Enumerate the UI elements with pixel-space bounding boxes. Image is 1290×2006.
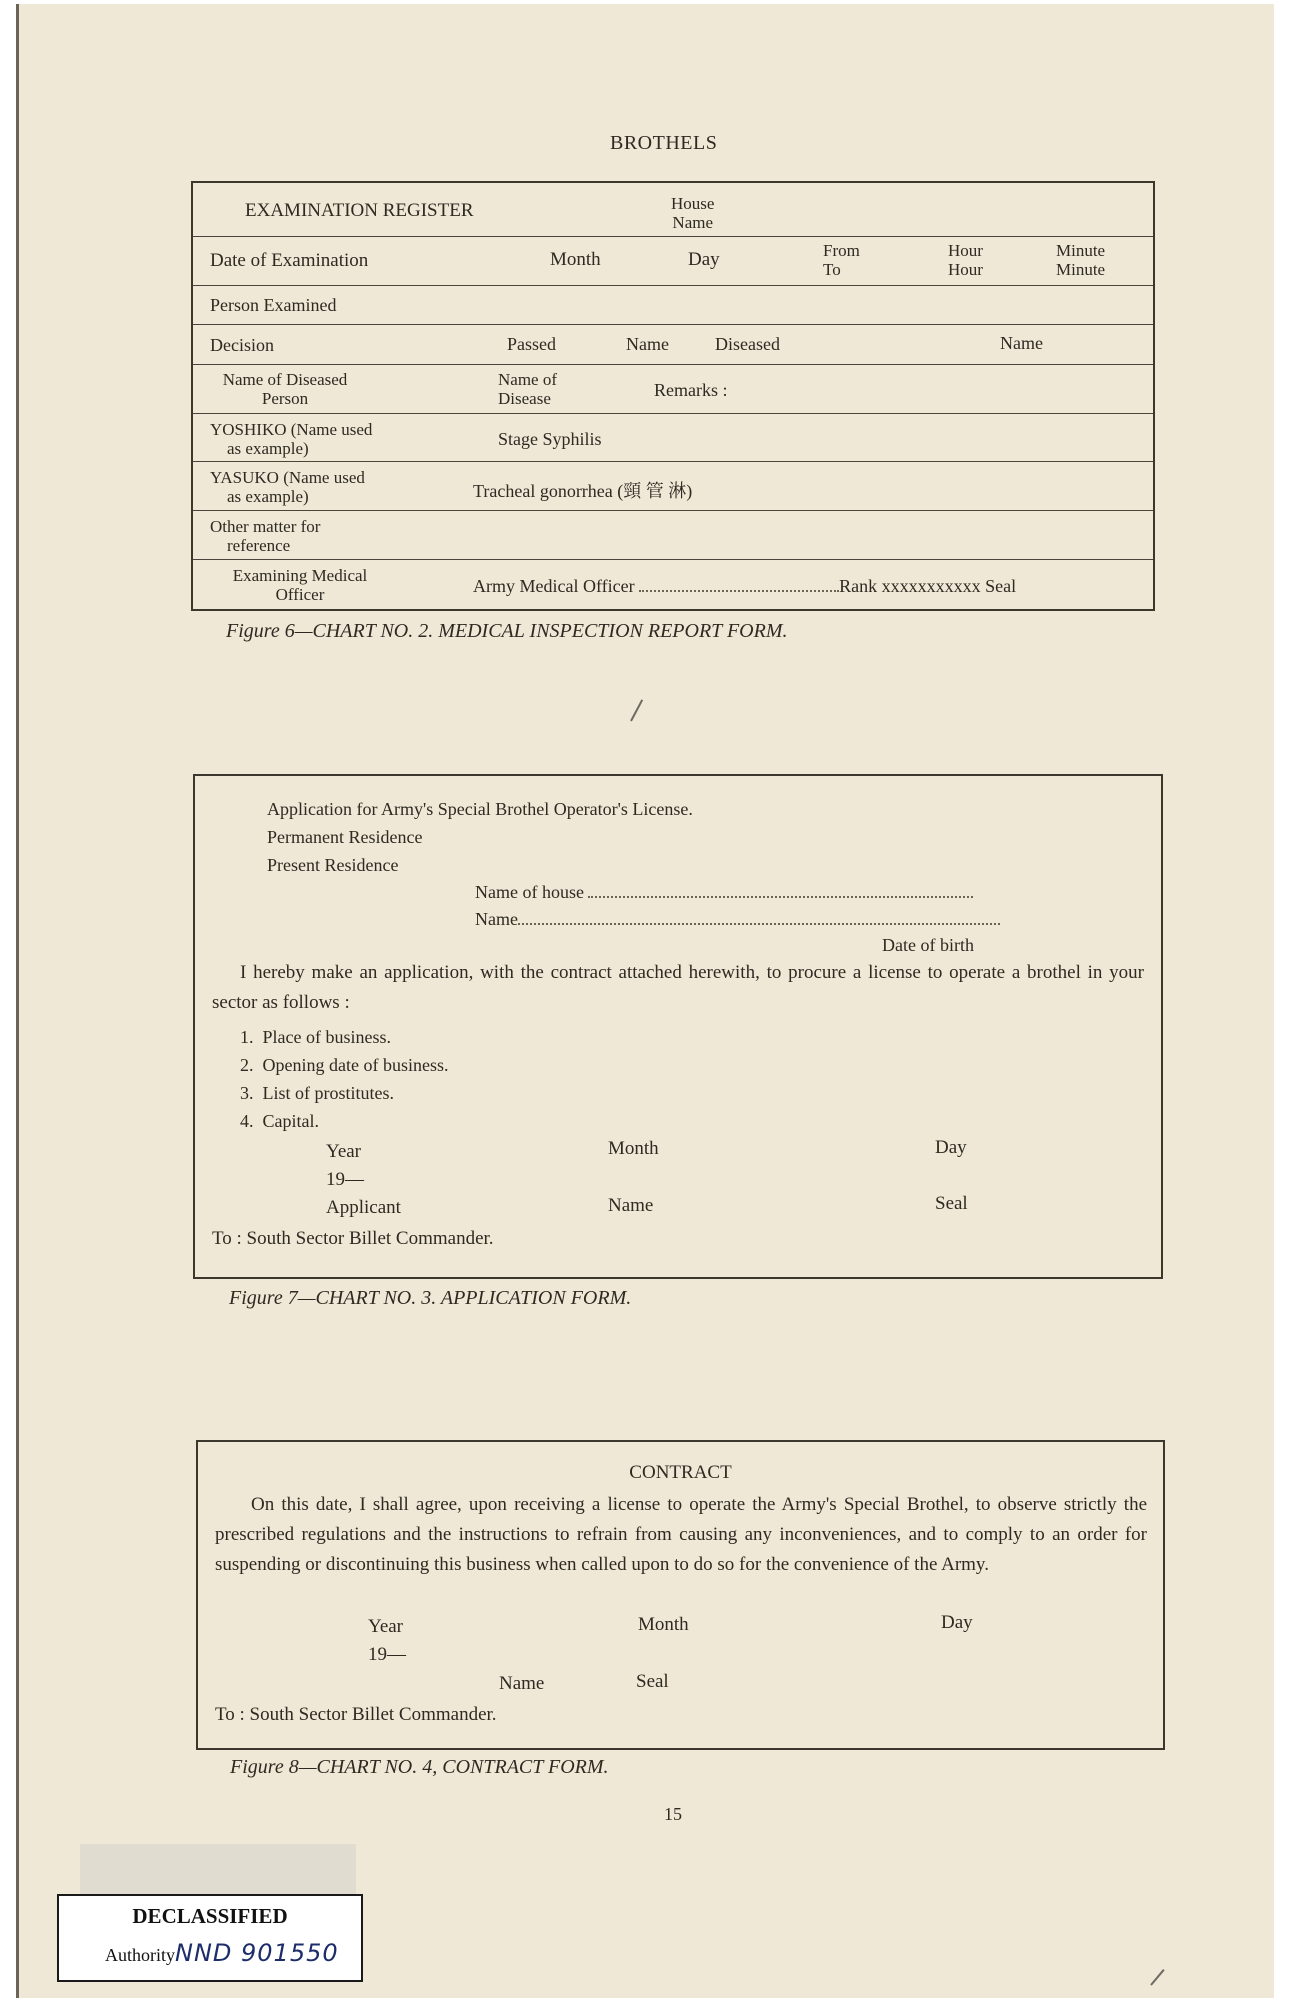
applicant-name-label: Name [608, 1195, 654, 1216]
declassified-authority: AuthorityNND 901550 [105, 1939, 339, 1967]
running-head: BROTHELS [610, 132, 718, 154]
contract-year-label: Year [368, 1616, 404, 1637]
document-page [16, 4, 1274, 1998]
contract-month-label: Month [638, 1614, 689, 1635]
stray-mark [630, 699, 643, 721]
day-label: Day [688, 249, 720, 270]
contract-name-label: Name [499, 1673, 545, 1694]
authority-signature: NND 901550 [175, 1939, 339, 1967]
figure-7-caption: Figure 7—CHART NO. 3. APPLICATION FORM. [229, 1287, 632, 1309]
examining-officer-label: Examining Medical Officer [232, 566, 368, 604]
contract-title: CONTRACT [629, 1462, 732, 1483]
application-day-label: Day [935, 1137, 967, 1158]
remarks-header: Remarks : [654, 380, 728, 400]
disease-row-2: Tracheal gonorrhea (頸 管 淋) [473, 481, 693, 501]
application-item-4: 4. Capital. [240, 1111, 319, 1131]
person-row-1: YOSHIKO (Name used as example) [210, 420, 373, 458]
application-item-2: 2. Opening date of business. [240, 1055, 449, 1075]
diseased-name-label: Name [1000, 333, 1043, 353]
name-of-house-line: Name of house [475, 882, 973, 903]
applicant-seal-label: Seal [935, 1193, 968, 1214]
contract-body: On this date, I shall agree, upon receiving a license to operate the Army's Special Brothel, to observe strictly the prescribed regulations and the instructions to refrain from causing any inconveniences, and to comply to an order for suspending or discontinuing this business when called upon to do so for the convenience of the Army. [215, 1494, 1147, 1575]
name-line: Name [475, 909, 1000, 930]
disease-row-1: Stage Syphilis [498, 429, 602, 449]
house-name-label: House Name [671, 194, 715, 232]
contract-year-value: 19— [368, 1644, 406, 1665]
name-of-disease-header: Name of Disease [498, 370, 558, 408]
page-number: 15 [664, 1804, 682, 1824]
from-to-label: From To [823, 241, 860, 279]
figure-8-caption: Figure 8—CHART NO. 4, CONTRACT FORM. [230, 1756, 609, 1778]
declassified-stamp [57, 1894, 363, 1982]
army-medical-officer-line: Army Medical Officer Rank xxxxxxxxxxx Seal [473, 576, 1017, 596]
permanent-residence-label: Permanent Residence [267, 827, 423, 847]
application-title: Application for Army's Special Brothel Operator's License. [267, 799, 693, 819]
application-item-3: 3. List of prostitutes. [240, 1083, 394, 1103]
passed-label: Passed [507, 334, 556, 354]
month-label: Month [550, 249, 601, 270]
minute-label: Minute Minute [1056, 241, 1106, 279]
application-month-label: Month [608, 1138, 659, 1159]
application-addressee: To : South Sector Billet Commander. [212, 1228, 494, 1249]
decision-name-label: Name [626, 334, 669, 354]
application-body: I hereby make an application, with the contract attached herewith, to procure a license to operate a brothel in your sector as follows : [212, 962, 1144, 1013]
diseased-label: Diseased [715, 334, 780, 354]
contract-day-label: Day [941, 1612, 973, 1633]
name-of-diseased-person-header: Name of Diseased Person [222, 370, 348, 408]
person-row-2: YASUKO (Name used as example) [210, 468, 365, 506]
hour-label: Hour Hour [948, 241, 983, 279]
contract-form [196, 1440, 1165, 1750]
register-title: EXAMINATION REGISTER [245, 200, 474, 221]
application-form [193, 774, 1163, 1279]
stray-mark [1150, 1969, 1164, 1986]
other-matter-label: Other matter for reference [210, 517, 321, 555]
decision-label: Decision [210, 335, 274, 355]
declassified-title: DECLASSIFIED [132, 1904, 288, 1928]
present-residence-label: Present Residence [267, 855, 399, 875]
person-examined-label: Person Examined [210, 295, 337, 315]
figure-6-caption: Figure 6—CHART NO. 2. MEDICAL INSPECTION REPORT FORM. [226, 620, 788, 642]
date-of-birth-label: Date of birth [882, 935, 974, 955]
application-year-label: Year [326, 1141, 362, 1162]
stamp-shadow [80, 1844, 356, 1896]
application-year-value: 19— [326, 1169, 364, 1190]
contract-seal-label: Seal [636, 1671, 669, 1692]
date-of-examination-label: Date of Examination [210, 250, 369, 271]
contract-addressee: To : South Sector Billet Commander. [215, 1704, 497, 1725]
applicant-label: Applicant [326, 1197, 401, 1218]
application-item-1: 1. Place of business. [240, 1027, 391, 1047]
medical-inspection-form [191, 181, 1155, 611]
